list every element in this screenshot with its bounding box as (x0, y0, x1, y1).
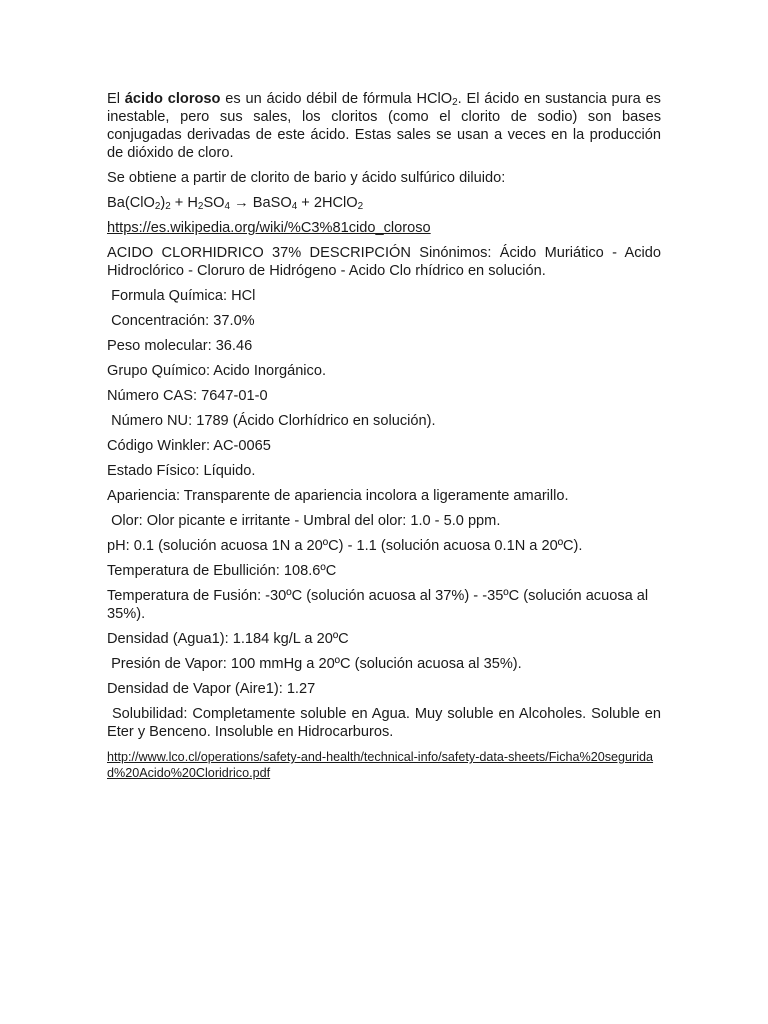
intro-paragraph (107, 90, 661, 162)
eq-sub: 2 (154, 201, 161, 213)
lco-link-paragraph (107, 749, 661, 781)
property-melting-point: Temperatura de Fusión: -30ºC (solución acuosa al 37%) - -35ºC (solución acuosa al 35%). (107, 588, 649, 622)
wiki-link-paragraph (107, 219, 661, 237)
property-boiling-point: Temperatura de Ebullición: 108.6ºC (107, 563, 337, 579)
property-cas-number: Número CAS: 7647-01-0 (107, 388, 268, 404)
property-un-number: Número NU: 1789 (Ácido Clorhídrico en solución). (107, 413, 436, 429)
eq-sub: 4 (224, 201, 231, 213)
intro-tail: . El ácido en sustancia pura es inestable, pero sus sales, los cloritos (como el clorito de sodio) son bases conjugadas derivadas de este ácido. Estas sales se usan a veces en la producción de dióxido de cloro. (107, 91, 661, 161)
eq-sub: 2 (357, 201, 364, 213)
property-winkler-code: Código Winkler: AC-0065 (107, 438, 271, 454)
eq-part: Ba(ClO (107, 195, 155, 211)
property-vapor-pressure: Presión de Vapor: 100 mmHg a 20ºC (solución acuosa al 35%). (107, 656, 522, 672)
intro-term: ácido cloroso (124, 91, 221, 107)
property-ph: pH: 0.1 (solución acuosa 1N a 20ºC) - 1.1 (solución acuosa 0.1N a 20ºC). (107, 538, 583, 554)
eq-sub: 2 (165, 201, 171, 213)
property-physical-state: Estado Físico: Líquido. (107, 463, 256, 479)
document-body (107, 90, 666, 788)
property-molecular-weight: Peso molecular: 36.46 (107, 338, 253, 354)
property-formula: Formula Química: HCl (107, 288, 256, 304)
intro-rest: es un ácido débil de fórmula HClO (220, 91, 453, 107)
property-appearance: Apariencia: Transparente de apariencia incolora a ligeramente amarillo. (107, 488, 569, 504)
eq-sub: 2 (197, 201, 204, 213)
property-vapor-density: Densidad de Vapor (Aire1): 1.27 (107, 681, 316, 697)
intro-subscript: 2 (452, 97, 458, 109)
properties-list (107, 287, 666, 741)
obtain-paragraph: Se obtiene a partir de clorito de bario y ácido sulfúrico diluido: (107, 170, 506, 186)
eq-sub: 4 (291, 201, 298, 213)
property-odor: Olor: Olor picante e irritante - Umbral del olor: 1.0 - 5.0 ppm. (107, 513, 501, 529)
property-density: Densidad (Agua1): 1.184 kg/L a 20ºC (107, 631, 349, 647)
eq-part: SO (203, 195, 225, 211)
chemical-equation (107, 194, 661, 212)
property-chemical-group: Grupo Químico: Acido Inorgánico. (107, 363, 327, 379)
eq-part: + H (170, 195, 198, 211)
eq-part: + 2HClO (297, 195, 358, 211)
property-solubility: Solubilidad: Completamente soluble en Agua. Muy soluble en Alcoholes. Soluble en Eter y Benceno. Insoluble en Hidrocarburos. (107, 706, 666, 740)
property-concentration: Concentración: 37.0% (107, 313, 255, 329)
intro-lead: El (107, 91, 125, 107)
hcl-description: ACIDO CLORHIDRICO 37% DESCRIPCIÓN Sinónimos: Ácido Muriático - Acido Hidroclórico - Cloruro de Hidrógeno - Acido Clo rhídrico en solución. (107, 245, 661, 279)
eq-part: → BaSO (230, 195, 292, 211)
wikipedia-link[interactable]: https://es.wikipedia.org/wiki/%C3%81cido_cloroso (107, 220, 431, 236)
safety-sheet-link[interactable]: http://www.lco.cl/operations/safety-and-health/technical-info/safety-data-sheets/Ficha%20seguridad%20Acido%20Cloridrico.pdf (107, 750, 654, 780)
eq-part: ) (160, 195, 166, 211)
